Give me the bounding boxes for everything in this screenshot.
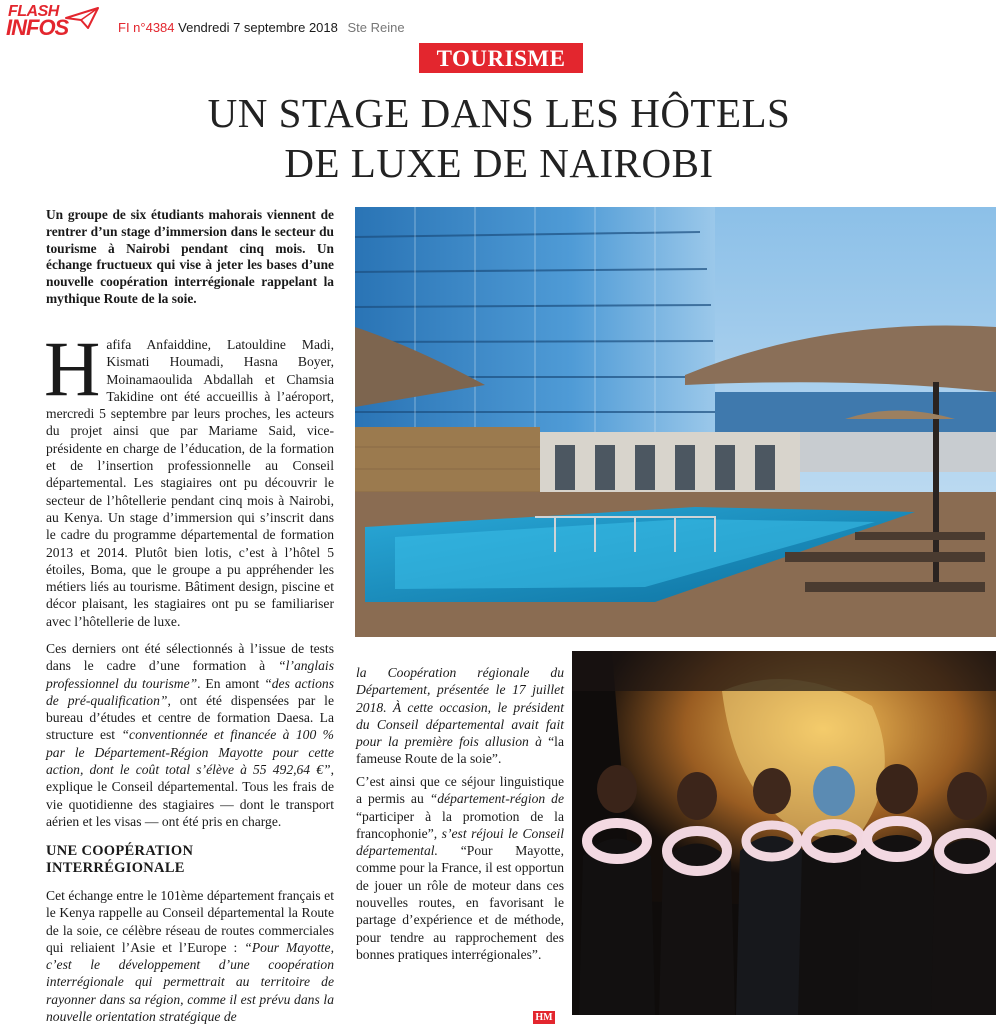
headline-line2: DE LUXE DE NAIROBI	[284, 140, 714, 186]
p4-text: “la fameuse Route de la soie”	[356, 734, 564, 767]
p5-text: .	[537, 946, 542, 962]
section-rubric: TOURISME	[419, 43, 583, 73]
subheading	[46, 843, 334, 877]
p2-text: . En amont	[197, 675, 265, 691]
hotel-pool-photo	[355, 207, 996, 637]
students-group-photo	[572, 651, 996, 1015]
paragraph-2	[46, 640, 334, 830]
chapeau: Un groupe de six étudiants mahorais viennent de rentrer d’un stage d’immersion dans le secteur du tourisme à Nairobi pendant cinq mois. Un échange fructueux qui vise à jeter les bases d’une nouvelle coopération interrégionale rappelant la mythique Route de la soie.	[46, 207, 334, 306]
paragraph-5	[356, 773, 564, 963]
saint-of-day: Ste Reine	[347, 20, 405, 35]
p5-text: C’est ainsi que ce séjour linguistique a permis au	[356, 774, 564, 807]
issue-date: Vendredi 7 septembre 2018	[178, 20, 338, 35]
p2-quote: “conventionnée et financée à 100 % par le Département-Région Mayotte pour cette action, dont le coût total s’élève à 55 492,64 €”	[46, 727, 334, 778]
subheading-line1: UNE COOPÉRATION	[46, 843, 194, 859]
paragraph-1-text: afifa Anfaiddine, Latouldine Madi, Kismati Houmadi, Hasna Boyer, Moinamaoulida Abdallah et Chamsia Takidine ont été accueillis à l’aéroport, mercredi 5 septembre par leurs proches, les acteurs du projet ainsi que par Mariame Said, vice-présidente en charge de l’éducation, de la formation et de l’insertion professionnelle au Conseil départemental. Les stagiaires ont pu découvrir le secteur de l’hôtellerie pendant cinq mois à Nairobi, au Kenya. Un stage d’immersion qui s’inscrit dans le cadre du programme départemental de formation 2013 et 2014. Plutôt bien lotis, c’est à l’hôtel 5 étoiles, Boma, que le groupe a pu appréhender les métiers liés au tourisme. Bâtiment design, piscine et décor plaisant, les stagiaires ont pu se familiariser avec l’hôtellerie de luxe.	[46, 337, 334, 629]
drop-cap: H	[44, 325, 101, 412]
paragraph-1	[44, 325, 334, 630]
p3-text: Cet échange entre le 101ème département français et le Kenya rappelle au Conseil départemental la Route de la soie, ce célèbre réseau de routes commerciales qui reliaient l’Asie et l’Europe :	[46, 888, 334, 955]
subheading-line2: INTERRÉGIONALE	[46, 860, 185, 876]
headline-line1: UN STAGE DANS LES HÔTELS	[207, 90, 791, 136]
paragraph-4	[356, 664, 564, 768]
p5-text: “Pour Mayotte, comme pour la France, il est opportun de jouer un rôle de moteur dans ces nouvelles routes, en favorisant le partage d’expérience et de méthode, pour tendre au rapprochement des bonnes pratiques interrégionales”	[356, 843, 564, 962]
p5-quote: “département-région de	[429, 791, 564, 807]
p4-text: .	[497, 751, 502, 767]
p5-text: “participer à la promotion de la francophonie”	[356, 808, 564, 841]
issue-number: FI n°4384	[118, 20, 175, 35]
p2-quote: “des actions de pré-qualification”	[46, 675, 334, 708]
flash-infos-logo	[6, 4, 106, 46]
p4-quote: la Coopération régionale du Département, présentée le 17 juillet 2018. À cette occasion, le président du Conseil départemental avait fait pour la première fois allusion à	[356, 665, 564, 750]
p2-text: Ces derniers ont été sélectionnés à l’issue de tests dans le cadre d’une formation à	[46, 641, 334, 674]
p2-text: , explique le Conseil départemental. Tous les frais de vie quotidienne des stagiaires — dont le transport aérien et les visas — ont été pris en charge.	[46, 762, 334, 829]
p2-text: , ont été dispensées par le bureau d’études et centre de formation Daesa. La structure est	[46, 692, 334, 743]
logo-flash-text: FLASH	[8, 3, 59, 20]
p3-quote: “Pour Mayotte, c’est le développement d’une coopération interrégionale qui permettrait au territoire de rayonner dans sa région, comme il est prévu dans la nouvelle orientation stratégique de	[46, 939, 334, 1025]
issue-line	[118, 20, 405, 35]
paragraph-3	[46, 887, 334, 1025]
author-signature: HM	[533, 1011, 555, 1024]
headline	[0, 88, 998, 188]
paper-plane-icon	[64, 6, 100, 30]
logo-infos-text: INFOS	[6, 15, 69, 40]
p5-quote: , s’est réjoui le Conseil départemental.	[356, 825, 564, 859]
p2-quote: “l’anglais professionnel du tourisme”	[46, 658, 334, 691]
